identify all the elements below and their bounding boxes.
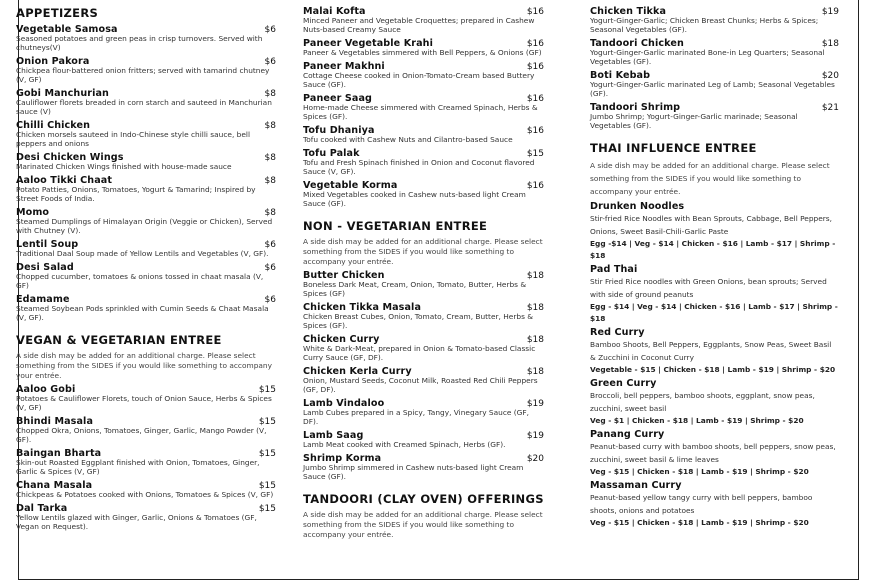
tandoori-list <box>590 6 839 131</box>
menu-item <box>303 302 544 331</box>
menu-item-header <box>590 201 839 212</box>
menu-item-name: Lentil Soup <box>16 239 79 251</box>
menu-item-name: Desi Chicken Wings <box>16 152 124 163</box>
section-note-vegan: A side dish may be added for an additional charge. Please select something from the SIDES if you would like something to accompany your entrée. <box>16 351 272 380</box>
menu-column-left <box>16 6 276 535</box>
menu-item <box>590 480 839 529</box>
menu-item-price: $8 <box>264 153 276 163</box>
section-note-thai: A side dish may be added for an additional charge. Please select something from the SIDES if you would like something to accompany your entrée. <box>590 160 830 196</box>
menu-item-description: Steamed Dumplings of Himalayan Origin (Veggie or Chicken), Served with Chutney (V). <box>16 217 273 235</box>
menu-item-price: $16 <box>526 7 544 17</box>
menu-item-description: Stir-fried Rice Noodles with Bean Sprouts, Cabbage, Bell Peppers, Onions, Sweet Basil-Chili-Garlic Paste <box>590 213 833 236</box>
menu-item <box>16 120 276 149</box>
menu-item <box>16 503 276 532</box>
menu-item-name: Malai Kofta <box>303 6 366 17</box>
menu-item-price: $18 <box>526 303 544 313</box>
menu-item-price: $8 <box>264 121 276 131</box>
menu-item-description: Paneer & Vegetables simmered with Bell Peppers, & Onions (GF) <box>303 48 542 57</box>
menu-item-description: Stir Fried Rice noodles with Green Onions, bean sprouts; Served with side of ground peanuts <box>590 276 827 299</box>
menu-item-name: Boti Kebab <box>590 70 651 81</box>
menu-item-price: $18 <box>821 39 839 49</box>
menu-item-name: Massaman Curry <box>590 479 682 491</box>
menu-item-name: Green Curry <box>590 377 657 389</box>
menu-item-name: Chicken Tikka <box>590 6 667 17</box>
menu-item-description: Boneless Dark Meat, Cream, Onion, Tomato, Butter, Herbs & Spices (GF) <box>303 280 527 298</box>
menu-item-price: $16 <box>526 181 544 192</box>
menu-item-price: $19 <box>526 431 544 441</box>
menu-item-price: $15 <box>258 417 276 427</box>
menu-item-description: Onion, Mustard Seeds, Coconut Milk, Roasted Red Chili Peppers (GF, DF). <box>303 376 538 394</box>
menu-item-name: Baingan Bharta <box>16 448 102 459</box>
menu-item <box>590 378 839 427</box>
menu-item-description: Mixed Vegetables cooked in Cashew nuts-based light Cream Sauce (GF). <box>303 190 526 209</box>
menu-item-name: Gobi Manchurian <box>16 88 109 99</box>
menu-item-description: Jumbo Shrimp simmered in Cashew nuts-based light Cream Sauce (GF). <box>303 463 524 481</box>
section-title-vegan: VEGAN & VEGETARIAN ENTREE <box>16 333 222 347</box>
menu-item-name: Aaloo Gobi <box>16 384 76 395</box>
menu-item-header <box>590 429 839 440</box>
menu-item-name: Lamb Vindaloo <box>303 398 385 409</box>
menu-item-price: $15 <box>258 449 276 459</box>
menu-item-description: Tofu cooked with Cashew Nuts and Cilantro-based Sauce <box>303 135 513 145</box>
menu-item-description: Steamed Soybean Pods sprinkled with Cumin Seeds & Chaat Masala (V, GF). <box>16 304 269 323</box>
menu-item-name: Tandoori Chicken <box>590 38 684 49</box>
menu-item-description: Bamboo Shoots, Bell Peppers, Eggplants, Snow Peas, Sweet Basil & Zucchini in Coconut Curry <box>590 339 832 362</box>
menu-item-description: Cottage Cheese cooked in Onion-Tomato-Cream based Buttery Sauce (GF). <box>303 71 535 89</box>
menu-item-price: $20 <box>821 71 839 81</box>
menu-item-price: $16 <box>526 126 544 137</box>
menu-item <box>590 38 839 67</box>
menu-item-description: Skin-out Roasted Eggplant finished with Onion, Tomatoes, Ginger, Garlic & Spices (V, GF) <box>16 458 260 476</box>
menu-item <box>16 262 276 291</box>
menu-item <box>303 453 544 482</box>
menu-item-description: Chopped Okra, Onions, Tomatoes, Ginger, Garlic, Mango Powder (V, GF). <box>16 426 267 444</box>
menu-item-name: Pad Thai <box>590 263 638 275</box>
appetizers-list <box>16 24 276 323</box>
menu-item-prices: Egg - $14 | Veg - $14 | Chicken - $16 | Lamb - $17 | Shrimp - $18 <box>590 301 838 323</box>
menu-item-description: Lamb Cubes prepared in a Spicy, Tangy, Vinegary Sauce (GF, DF). <box>303 408 530 426</box>
menu-item <box>16 480 276 500</box>
menu-item-name: Chicken Tikka Masala <box>303 302 422 313</box>
menu-item <box>16 152 276 172</box>
menu-item-prices: Veg - $1 | Chicken - $18 | Lamb - $19 | Shrimp - $20 <box>590 415 804 425</box>
menu-item-name: Paneer Saag <box>303 93 372 105</box>
menu-item <box>16 88 276 117</box>
menu-item-price: $21 <box>821 103 839 113</box>
section-note-tandoori: A side dish may be added for an additional charge. Please select something from the SIDES if you would like something to accompany your entrée. <box>303 509 543 539</box>
menu-item-price: $8 <box>264 89 276 99</box>
menu-item <box>16 24 276 53</box>
menu-item-description: Chickpeas & Potatoes cooked with Onions, Tomatoes & Spices (V, GF) <box>16 490 274 499</box>
section-title-tandoori: TANDOORI (CLAY OVEN) OFFERINGS <box>303 491 544 506</box>
menu-item-description: Chicken morsels sauteed in Indo-Chinese style chilli sauce, bell peppers and onions <box>16 130 251 148</box>
menu-item <box>16 56 276 85</box>
menu-item-description: Marinated Chicken Wings finished with house-made sauce <box>16 162 232 171</box>
menu-item-description: Chickpea flour-battered onion fritters; served with tamarind chutney (V, GF) <box>16 66 270 84</box>
menu-item <box>303 61 544 90</box>
menu-item-name: Desi Salad <box>16 262 74 274</box>
menu-item-price: $8 <box>264 208 276 219</box>
menu-item-prices: Veg - $15 | Chicken - $18 | Lamb - $19 | Shrimp - $20 <box>590 466 809 476</box>
menu-item <box>303 148 544 177</box>
menu-item-name: Chana Masala <box>16 480 93 491</box>
section-title-appetizers: APPETIZERS <box>16 6 99 20</box>
nonveg-list <box>303 270 544 482</box>
menu-item-name: Shrimp Korma <box>303 453 382 465</box>
menu-item <box>590 201 839 262</box>
menu-item-description: Home-made Cheese simmered with Creamed Spinach, Herbs & Spices (GF). <box>303 103 538 121</box>
menu-item-header <box>590 480 839 491</box>
menu-item-name: Red Curry <box>590 326 645 338</box>
menu-item <box>590 264 839 325</box>
menu-item-name: Vegetable Samosa <box>16 24 118 35</box>
menu-item-price: $15 <box>526 149 544 160</box>
menu-item <box>303 180 544 209</box>
section-title-thai: THAI INFLUENCE ENTREE <box>590 140 757 155</box>
menu-item-description: Potato Patties, Onions, Tomatoes, Yogurt & Tamarind; Inspired by Street Foods of India. <box>16 185 256 203</box>
menu-item <box>16 207 276 236</box>
menu-item-name: Butter Chicken <box>303 270 385 281</box>
menu-item-description: Yellow Lentils glazed with Ginger, Garlic, Onions & Tomatoes (GF, Vegan on Request). <box>16 513 257 531</box>
menu-item-name: Chilli Chicken <box>16 120 91 131</box>
menu-item-name: Lamb Saag <box>303 430 364 441</box>
menu-item-price: $18 <box>526 335 544 345</box>
menu-item <box>590 102 839 131</box>
menu-item-price: $16 <box>526 62 544 73</box>
menu-item <box>303 125 544 145</box>
menu-item-description: Broccoli, bell peppers, bamboo shoots, eggplant, snow peas, zucchini, sweet basil <box>590 390 815 413</box>
menu-item-name: Drunken Noodles <box>590 200 685 212</box>
menu-item-header <box>590 327 839 338</box>
menu-item-name: Tofu Palak <box>303 148 360 160</box>
menu-item-name: Chicken Curry <box>303 334 380 345</box>
menu-item <box>303 93 544 122</box>
menu-item-name: Chicken Kerla Curry <box>303 366 412 377</box>
menu-item-price: $16 <box>526 39 544 49</box>
menu-item <box>590 6 839 35</box>
menu-item-prices: Egg -$14 | Veg - $14 | Chicken - $16 | Lamb - $17 | Shrimp - $18 <box>590 238 836 260</box>
menu-item-price: $6 <box>264 240 276 251</box>
menu-item-description: Peanut-based yellow tangy curry with bell peppers, bamboo shoots, onions and potatoes <box>590 492 813 515</box>
menu-item-description: Minced Paneer and Vegetable Croquettes; prepared in Cashew Nuts-based Creamy Sauce <box>303 16 535 34</box>
menu-item-description: Yogurt-Ginger-Garlic marinated Leg of Lamb; Seasonal Vegetables (GF). <box>590 80 835 98</box>
menu-item-price: $16 <box>526 94 544 105</box>
menu-item-name: Dal Tarka <box>16 503 68 515</box>
section-title-nonveg: NON - VEGETARIAN ENTREE <box>303 219 488 233</box>
menu-item <box>590 429 839 478</box>
menu-item-price: $18 <box>526 271 544 281</box>
menu-item-description: Chopped cucumber, tomatoes & onions tossed in chaat masala (V, GF) <box>16 272 264 291</box>
menu-item-description: Traditional Daal Soup made of Yellow Lentils and Vegetables (V, GF). <box>16 249 269 259</box>
menu-item <box>303 270 544 299</box>
menu-item-price: $6 <box>264 25 276 35</box>
menu-item-description: Seasoned potatoes and green peas in crisp turnovers. Served with chutneys(V) <box>16 34 263 52</box>
menu-item-name: Onion Pakora <box>16 56 90 67</box>
menu-item-name: Paneer Vegetable Krahi <box>303 38 433 49</box>
menu-item-name: Paneer Makhni <box>303 61 385 73</box>
menu-item-price: $6 <box>264 57 276 67</box>
menu-item-name: Tofu Dhaniya <box>303 125 375 137</box>
menu-item-description: Yogurt-Ginger-Garlic; Chicken Breast Chunks; Herbs & Spices; Seasonal Vegetables (GF). <box>590 16 819 34</box>
menu-item-description: Tofu and Fresh Spinach finished in Onion and Coconut flavored Sauce (V, GF). <box>303 158 535 177</box>
menu-item-price: $19 <box>821 7 839 17</box>
thai-list <box>590 201 839 529</box>
vegan-continued-list <box>303 6 544 209</box>
menu-item <box>590 70 839 99</box>
menu-item-name: Panang Curry <box>590 428 665 440</box>
menu-item-description: Peanut-based curry with bamboo shoots, bell peppers, snow peas, zucchini, sweet basil & lime leaves <box>590 441 836 464</box>
menu-column-middle <box>303 6 544 543</box>
menu-item-price: $15 <box>258 385 276 395</box>
menu-item-header <box>590 264 839 275</box>
menu-item-description: Cauliflower florets breaded in corn starch and sauteed in Manchurian sauce (V) <box>16 98 272 116</box>
menu-item-name: Tandoori Shrimp <box>590 102 681 113</box>
menu-item-price: $15 <box>258 481 276 491</box>
menu-item-price: $15 <box>258 504 276 515</box>
menu-item-description: Yogurt-Ginger-Garlic marinated Bone-in Leg Quarters; Seasonal Vegetables (GF). <box>590 48 825 66</box>
menu-item <box>303 38 544 58</box>
menu-item-price: $6 <box>264 263 276 274</box>
menu-item <box>16 448 276 477</box>
menu-item-description: White & Dark-Meat, prepared in Onion & Tomato-based Classic Curry Sauce (GF, DF). <box>303 344 536 362</box>
section-note-nonveg: A side dish may be added for an additional charge. Please select something from the SIDES if you would like something to accompany your entrée. <box>303 237 543 266</box>
menu-item-description: Lamb Meat cooked with Creamed Spinach, Herbs (GF). <box>303 440 506 449</box>
menu-item-price: $20 <box>526 454 544 465</box>
menu-item-name: Edamame <box>16 294 70 306</box>
menu-item-name: Momo <box>16 207 50 219</box>
vegan-list <box>16 384 276 532</box>
menu-item <box>303 334 544 363</box>
menu-item <box>16 384 276 413</box>
menu-column-right <box>590 6 839 531</box>
menu-item-description: Chicken Breast Cubes, Onion, Tomato, Cream, Butter, Herbs & Spices (GF). <box>303 312 534 330</box>
menu-item-name: Aaloo Tikki Chaat <box>16 175 113 187</box>
menu-item-name: Vegetable Korma <box>303 180 398 192</box>
menu-item <box>16 239 276 259</box>
menu-item-price: $8 <box>264 176 276 187</box>
menu-item <box>16 175 276 204</box>
menu-item-description: Potatoes & Cauliflower Florets, touch of Onion Sauce, Herbs & Spices (V, GF) <box>16 394 272 412</box>
menu-item-price: $6 <box>264 295 276 306</box>
menu-item-price: $19 <box>526 399 544 409</box>
menu-item-name: Bhindi Masala <box>16 416 94 427</box>
menu-item <box>303 430 544 450</box>
menu-item <box>303 366 544 395</box>
menu-item-header <box>590 378 839 389</box>
menu-item <box>16 294 276 323</box>
menu-item <box>303 398 544 427</box>
menu-item-prices: Veg - $15 | Chicken - $18 | Lamb - $19 | Shrimp - $20 <box>590 517 809 527</box>
menu-item-price: $18 <box>526 367 544 377</box>
menu-item <box>303 6 544 35</box>
menu-item <box>16 416 276 445</box>
menu-item-description: Jumbo Shrimp; Yogurt-Ginger-Garlic marinade; Seasonal Vegetables (GF). <box>590 112 798 130</box>
menu-item-prices: Vegetable - $15 | Chicken - $18 | Lamb - $19 | Shrimp - $20 <box>590 364 836 374</box>
menu-item <box>590 327 839 376</box>
